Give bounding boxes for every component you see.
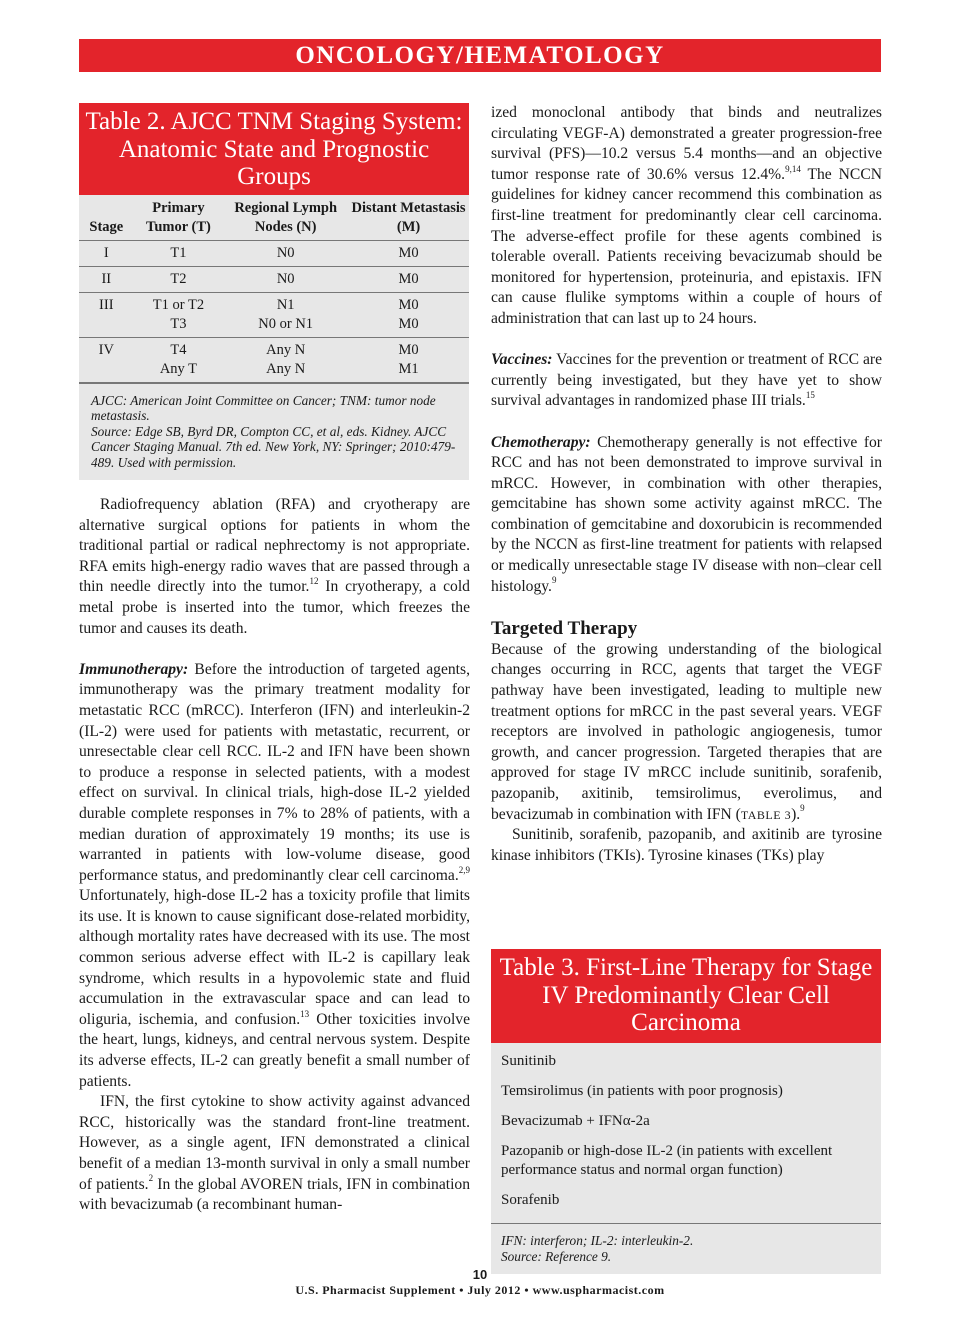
table-3-abbreviations: IFN: interferon; IL-2: interleukin-2. [501,1232,694,1248]
page-number: 10 [472,1267,488,1282]
table-2-abbreviations: AJCC: American Joint Committee on Cancer; TNM: tumor node metastasis. [91,392,436,424]
table-2 [79,103,469,480]
paragraph-vaccines: Vaccines: Vaccines for the prevention or treatment of RCC are currently being investigated, but they have yet to show survival advantages in randomized phase III trials.$^{15}$ [491,351,882,410]
table-3-title: Table 3. First-Line Therapy for Stage IV Predominantly Clear Cell Carcinoma [491,949,881,1043]
right-column [491,103,882,866]
table-row: I T1 N0 M0 [79,240,469,266]
paragraph-ifn: IFN, the first cytokine to show activity against advanced RCC, historically was the standard front-line treatment. However, as a single agent, IFN demonstrated a clinical benefit of a median 13-month survival in only a small number of patients.$^2$ In the global AVOREN trials, IFN in combination with bevacizumab (a recombinant human- [79,1093,471,1214]
table-row: II T2 N0 M0 [79,266,469,292]
left-column [79,495,470,1216]
paragraph-immunotherapy: Immunotherapy: Before the introduction of targeted agents, immunotherapy was the primary treatment modality for metastatic RCC (mRCC). Interferon (IFN) and interleukin-2 (IL-2) were used for patients with metastatic, recurrent, or unresectable clear cell RCC. IL-2 and IFN have been shown to produce a response in selected patients, with a modest effect on survival. In clinical trials, high-dose IL-2 yielded durable complete responses in 7% to 28% of patients, with a median duration of approximately 19 months; its use is warranted in patients with low-volume disease, good performance status, and predominantly clear cell carcinoma.$^{2,9}$ Unfortunately, high-dose IL-2 has a toxicity profile that limits its use. It is known to cause significant dose-related morbidity, although mortality rates have decreased with its use. The most common serious adverse effect with IL-2 is capillary leak syndrome, which results in a hypovolemic state and fluid accumulation in the extravascular space and can lead to oliguria, ischemia, and confusion.$^{13}$ Other toxicities involve the heart, lungs, kidneys, and central nervous system. Despite its adverse effects, IL-2 can greatly benefit a small number of patients. [79,660,470,1090]
list-item: Temsirolimus (in patients with poor prognosis) [501,1082,783,1099]
table-row: III T1 or T2 T3 N1 N0 or N1 M0 M0 [79,292,469,337]
col-header-nodes: Regional Lymph Nodes (N) [223,195,348,241]
paragraph-avoren: ized monoclonal antibody that binds and neutralizes circulating VEGF-A) demonstrated a greater progression-free survival (PFS)—10.2 versus 5.4 months—and an objective tumor response rate of 30.6% versus 12.4%.$^{9,14}$ The NCCN guidelines for kidney cancer recommend this combination as first-line treatment for predominantly clear cell carcinoma. The adverse-effect profile for these agents combined is tolerable overall. Patients receiving bevacizumab should be monitored for hypertension, proteinuria, and epistaxis. IFN can cause flulike symptoms within a couple of hours of administration that can last up to 24 hours. [491,104,882,327]
paragraph-rfa: Radiofrequency ablation (RFA) and cryotherapy are alternative surgical options for patients in whom the traditional partial or radical nephrectomy is not appropriate. RFA emits high-energy radio waves that are passed through a thin needle directly into the tumor.$^{12}$ In cryotherapy, a cold metal probe is inserted into the tumor, which freezes the tumor and causes its death. [79,496,470,637]
section-banner: ONCOLOGY/HEMATOLOGY [79,39,881,72]
list-item: Bevacizumab + IFNα-2a [501,1112,650,1129]
table-3-source: Source: Reference 9. [501,1248,612,1264]
paragraph-targeted-therapy: Because of the growing understanding of the biological changes occurring in RCC, agents that target the VEGF pathway have been investigated, leading to multiple new treatment options for mRCC in the past several years. VEGF receptors are involved in pathologic angiogenesis, tumor growth, and cancer progression. Targeted therapies that are approved for stage IV mRCC include sunitinib, sorafenib, pazopanib, axitinib, temsirolimus, everolimus, and bevacizumab in combination with IFN (TABLE 3).$^9$ [491,640,882,823]
table-2-title: Table 2. AJCC TNM Staging System: Anatomic State and Prognostic Groups [79,103,469,195]
staging-table [79,195,469,383]
col-header-tumor: Primary Tumor (T) [134,195,224,241]
list-item: Pazopanib or high-dose IL-2 (in patients with excellent performance status and normal organ function) [501,1142,833,1178]
heading-targeted-therapy: Targeted Therapy [491,617,638,639]
table-2-footnotes [79,383,469,481]
table-3 [491,949,881,1274]
publication-footer: U.S. Pharmacist Supplement • July 2012 • www.uspharmacist.com [295,1283,665,1297]
list-item: Sunitinib [501,1052,557,1069]
paragraph-chemotherapy: Chemotherapy: Chemotherapy generally is not effective for RCC and has not been demonstrated to improve survival in mRCC. However, in combination with other therapies, gemcitabine has shown some activity against mRCC. The combination of gemcitabine and doxorubicin is recommended by the NCCN as first-line treatment for patients with relapsed or medically unresectable stage IV disease with non–clear cell histology.$^9$ [491,433,882,595]
paragraph-tki: Sunitinib, sorafenib, pazopanib, and axitinib are tyrosine kinase inhibitors (TKIs). Tyrosine kinases (TKs) play [491,826,882,864]
list-item: Sorafenib [501,1191,560,1208]
table-2-source: Source: Edge SB, Byrd DR, Compton CC, et al, eds. Kidney. AJCC Cancer Staging Manual. 7th ed. New York, NY: Springer; 2010:479-489. Used with permission. [91,423,456,470]
col-header-metastasis: Distant Metastasis (M) [348,195,469,241]
table-3-footnotes [491,1223,881,1274]
col-header-stage: Stage [79,195,134,241]
table-row: IV T4 Any T Any N Any N M0 M1 [79,337,469,382]
